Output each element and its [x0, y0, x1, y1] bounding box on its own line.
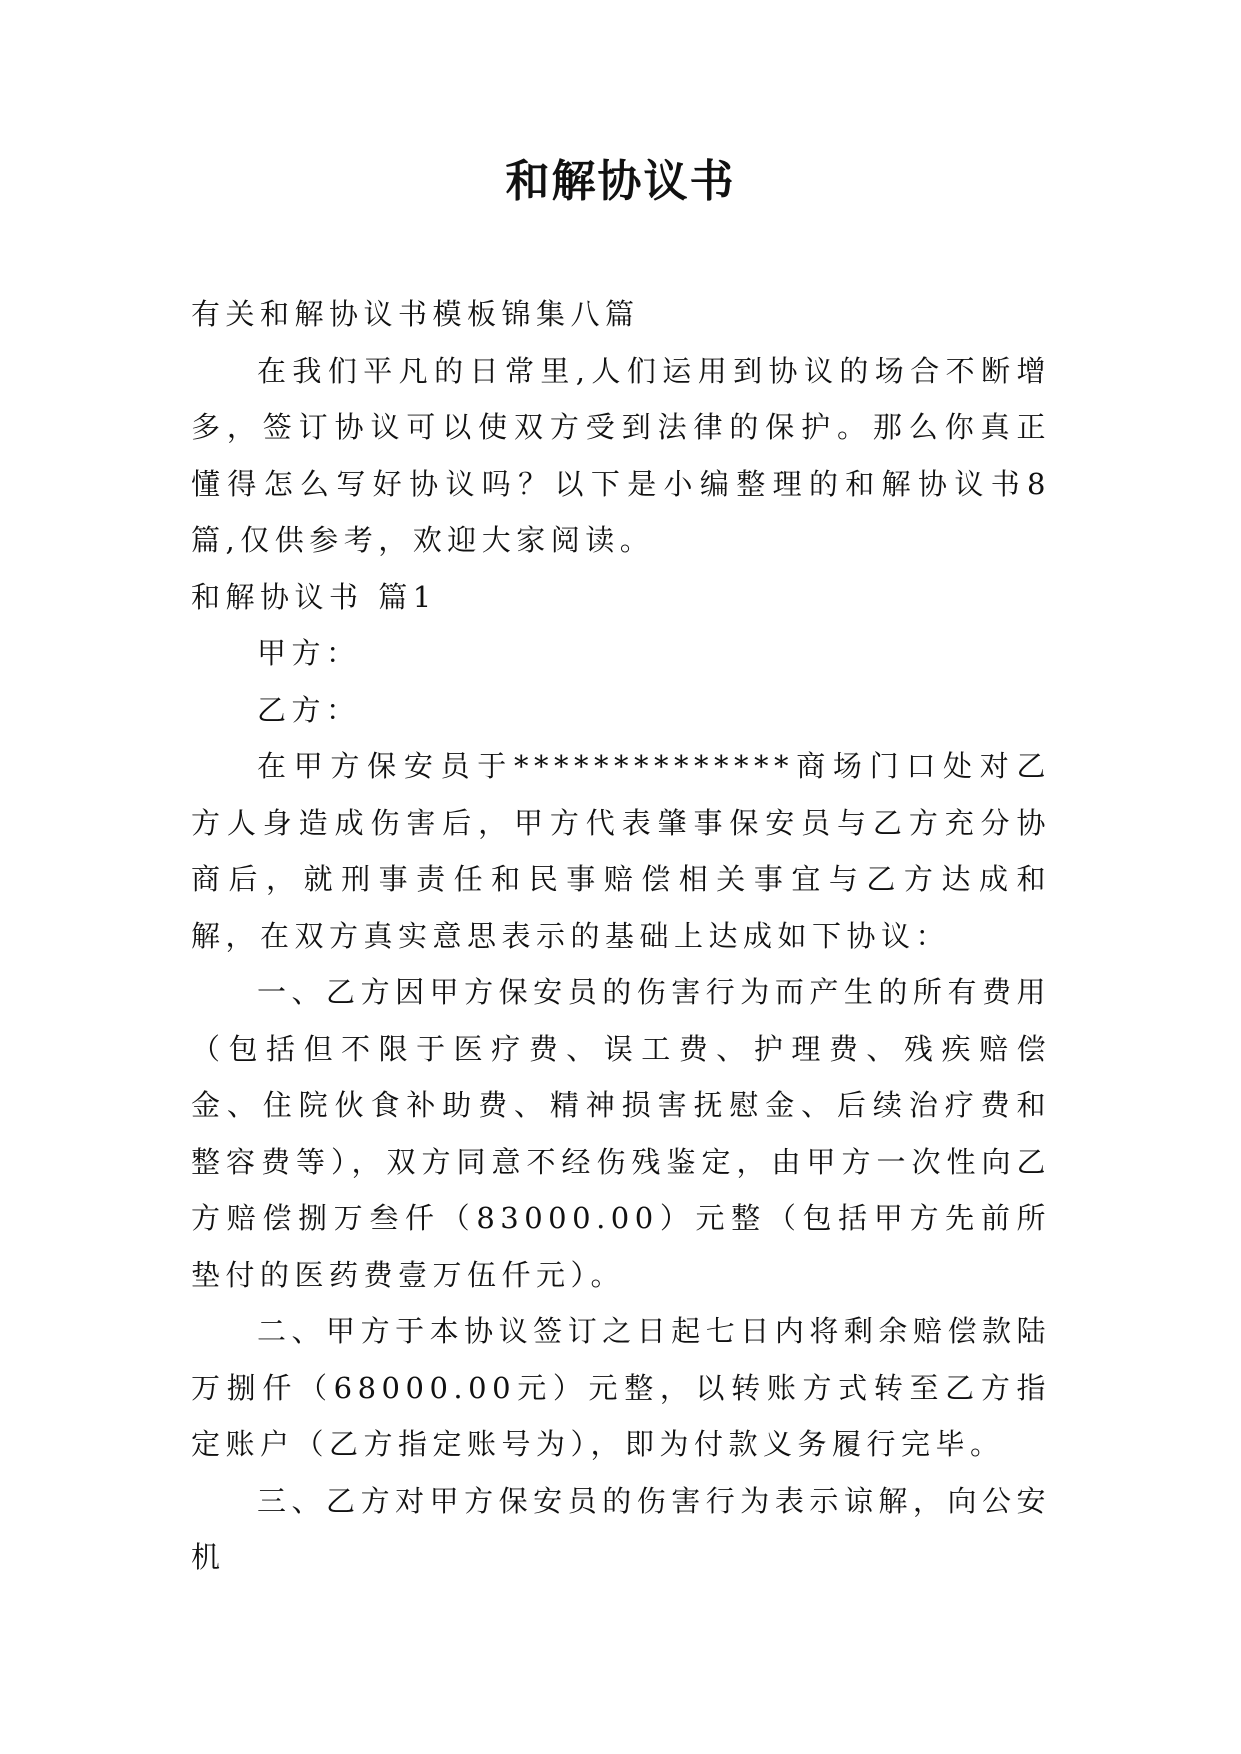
document-subtitle: 有关和解协议书模板锦集八篇 — [191, 297, 640, 331]
section-heading: 和解协议书 篇1 — [191, 579, 437, 614]
party-b-line: 乙方： — [257, 692, 361, 727]
clause-1: 一、乙方因甲方保安员的伤害行为而产生的所有费用（包括但不限于医疗费、误工费、护理费、残疾赔偿金、住院伙食补助费、精神损害抚慰金、后续治疗费和整容费等），双方同意不经伤残鉴定，由甲方一次性向乙方赔偿捌万叁仟（83000.00）元整（包括甲方先前所垫付的医药费壹万伍仟元）。 — [191, 975, 1051, 1292]
party-a-line: 甲方： — [257, 636, 361, 670]
clause-3: 三、乙方对甲方保安员的伤害行为表示谅解，向公安机 — [191, 1483, 1051, 1574]
document-title: 和解协议书 — [505, 156, 736, 207]
clause-2: 二、甲方于本协议签订之日起七日内将剩余赔偿款陆万捌仟（68000.00元）元整，以转账方式转至乙方指定账户（乙方指定账号为），即为付款义务履行完毕。 — [191, 1314, 1051, 1461]
paragraph-incident: 在甲方保安员于**************商场门口处对乙方人身造成伤害后，甲方代表肇事保安员与乙方充分协商后，就刑事责任和民事赔偿相关事宜与乙方达成和解，在双方真实意思表示的基础上达成如下协议： — [191, 749, 1051, 953]
document-body — [191, 286, 1051, 1586]
intro-paragraph: 在我们平凡的日常里,人们运用到协议的场合不断增多，签订协议可以使双方受到法律的保护。那么你真正懂得怎么写好协议吗？以下是小编整理的和解协议书8篇,仅供参考，欢迎大家阅读。 — [191, 353, 1051, 557]
